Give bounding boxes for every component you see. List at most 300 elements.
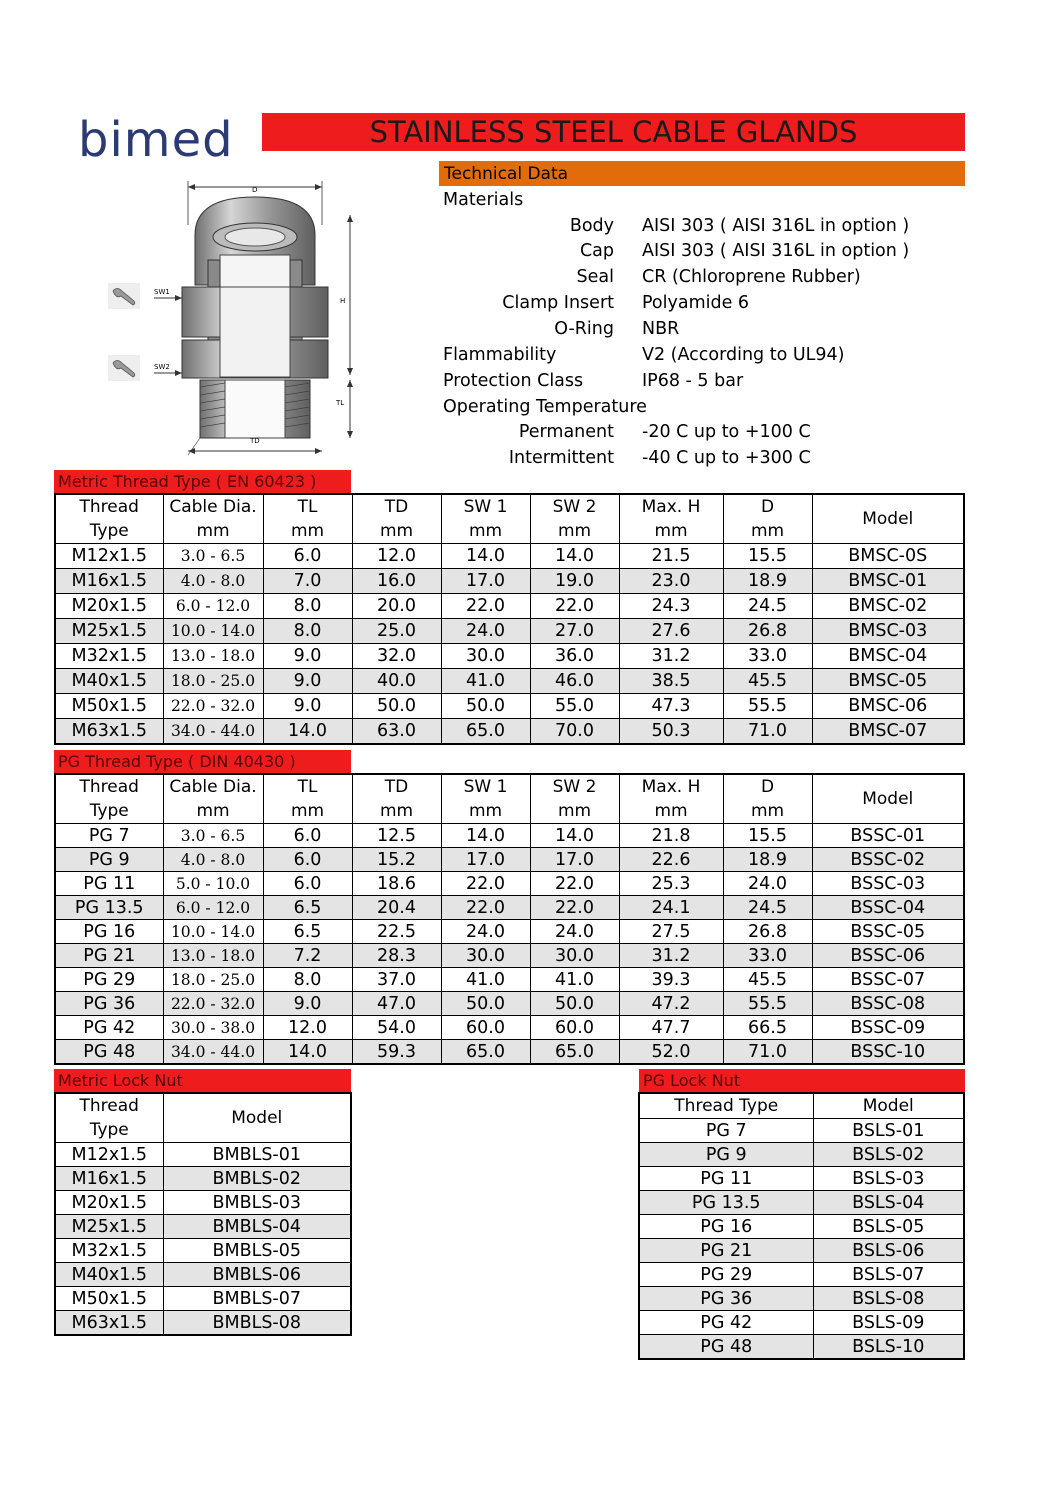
- column-header: [812, 494, 964, 544]
- tech-value: AISI 303 ( AISI 316L in option ): [642, 216, 910, 236]
- table-cell: PG 36: [639, 1287, 813, 1311]
- table-row: [55, 1239, 351, 1263]
- brand-logo: bimed: [78, 112, 234, 168]
- metric-thread-table: [54, 493, 965, 745]
- table-row: [639, 1191, 964, 1215]
- table-cell: 63.0: [352, 719, 441, 745]
- column-header-line: Type: [89, 521, 129, 541]
- table-cell: 12.5: [352, 824, 441, 848]
- column-header: [723, 774, 812, 824]
- table-cell: 13.0 - 18.0: [163, 944, 263, 968]
- table-cell: 55.5: [723, 992, 812, 1016]
- table-row: [639, 1143, 964, 1167]
- table-cell: 22.0: [530, 896, 619, 920]
- table-cell: BMSC-04: [812, 644, 964, 669]
- tech-label: Intermittent: [508, 448, 614, 468]
- table-row: [639, 1335, 964, 1360]
- table-cell: BSLS-08: [813, 1287, 964, 1311]
- table-cell: 34.0 - 44.0: [163, 719, 263, 745]
- table-cell: 14.0: [441, 544, 530, 569]
- table-cell: 3.0 - 6.5: [163, 824, 263, 848]
- table-cell: 18.9: [723, 848, 812, 872]
- table-cell: 14.0: [530, 544, 619, 569]
- dim-label-sw2: SW2: [154, 363, 170, 371]
- table-cell: BSLS-10: [813, 1335, 964, 1360]
- table-cell: 18.6: [352, 872, 441, 896]
- table-cell: 30.0: [441, 644, 530, 669]
- table-cell: BSSC-02: [812, 848, 964, 872]
- table-header-row: [55, 774, 964, 824]
- tech-label: Operating Temperature: [443, 397, 647, 417]
- table-cell: M25x1.5: [55, 1215, 163, 1239]
- table-cell: 22.0: [441, 594, 530, 619]
- table-cell: 15.2: [352, 848, 441, 872]
- table-cell: 22.6: [619, 848, 723, 872]
- column-header-line: mm: [654, 801, 688, 821]
- table-row: [55, 968, 964, 992]
- table-cell: PG 48: [639, 1335, 813, 1360]
- table-cell: 32.0: [352, 644, 441, 669]
- table-cell: 16.0: [352, 569, 441, 594]
- table-cell: BMBLS-03: [163, 1191, 351, 1215]
- column-header-line: mm: [196, 801, 230, 821]
- table-cell: 60.0: [530, 1016, 619, 1040]
- column-header: [723, 494, 812, 544]
- table-cell: 23.0: [619, 569, 723, 594]
- table-cell: BMBLS-04: [163, 1215, 351, 1239]
- column-header-line: D: [760, 497, 775, 517]
- table-cell: PG 29: [55, 968, 163, 992]
- table-cell: BSSC-04: [812, 896, 964, 920]
- table-cell: 22.5: [352, 920, 441, 944]
- table-cell: 6.0: [263, 824, 352, 848]
- table-cell: 38.5: [619, 669, 723, 694]
- table-cell: 30.0: [530, 944, 619, 968]
- table-cell: BSLS-03: [813, 1167, 964, 1191]
- metric-lock-nut-table: [54, 1092, 352, 1336]
- table-cell: 66.5: [723, 1016, 812, 1040]
- table-cell: 47.3: [619, 694, 723, 719]
- metric-lock-nut-header: Metric Lock Nut: [54, 1069, 351, 1092]
- table-cell: 24.5: [723, 896, 812, 920]
- table-cell: 24.5: [723, 594, 812, 619]
- table-cell: 55.5: [723, 694, 812, 719]
- column-header-line: Model: [862, 509, 914, 529]
- column-header-line: TD: [384, 777, 409, 797]
- table-cell: PG 21: [55, 944, 163, 968]
- table-cell: 39.3: [619, 968, 723, 992]
- table-cell: PG 21: [639, 1239, 813, 1263]
- table-cell: 15.5: [723, 544, 812, 569]
- table-cell: 21.5: [619, 544, 723, 569]
- table-cell: 20.0: [352, 594, 441, 619]
- table-row: [55, 920, 964, 944]
- table-cell: 25.0: [352, 619, 441, 644]
- column-header: [263, 774, 352, 824]
- table-cell: PG 13.5: [55, 896, 163, 920]
- column-header-line: mm: [654, 521, 688, 541]
- table-cell: BMSC-03: [812, 619, 964, 644]
- table-row: [55, 1215, 351, 1239]
- dim-label-d: D: [252, 186, 258, 194]
- pg-thread-header: PG Thread Type ( DIN 40430 ): [54, 750, 351, 773]
- table-cell: BMSC-02: [812, 594, 964, 619]
- table-cell: 30.0 - 38.0: [163, 1016, 263, 1040]
- table-row: [639, 1311, 964, 1335]
- column-header-line: mm: [557, 521, 592, 541]
- table-cell: M40x1.5: [55, 669, 163, 694]
- dim-label-sw1: SW1: [154, 288, 170, 296]
- table-row: [55, 992, 964, 1016]
- table-cell: 9.0: [263, 669, 352, 694]
- table-row: [55, 1167, 351, 1191]
- table-cell: 47.7: [619, 1016, 723, 1040]
- column-header-line: mm: [468, 521, 503, 541]
- table-cell: 52.0: [619, 1040, 723, 1065]
- table-cell: 7.0: [263, 569, 352, 594]
- table-row: [55, 569, 964, 594]
- wrench-icon: [108, 355, 140, 381]
- table-cell: 14.0: [441, 824, 530, 848]
- table-cell: 47.2: [619, 992, 723, 1016]
- table-cell: M32x1.5: [55, 644, 163, 669]
- table-cell: BSLS-04: [813, 1191, 964, 1215]
- table-cell: 45.5: [723, 968, 812, 992]
- tech-value: NBR: [642, 319, 680, 339]
- table-cell: BMBLS-07: [163, 1287, 351, 1311]
- column-header-line: Thread: [79, 497, 139, 517]
- tech-label: Clamp Insert: [502, 293, 614, 313]
- table-cell: 18.0 - 25.0: [163, 968, 263, 992]
- pg-lock-nut-table: [638, 1092, 965, 1360]
- tech-label: Seal: [576, 267, 614, 287]
- table-cell: 31.2: [619, 944, 723, 968]
- table-cell: 25.3: [619, 872, 723, 896]
- table-cell: 46.0: [530, 669, 619, 694]
- column-header-line: Max. H: [641, 777, 701, 797]
- table-row: [639, 1239, 964, 1263]
- table-cell: BSSC-07: [812, 968, 964, 992]
- table-cell: M63x1.5: [55, 1311, 163, 1336]
- table-cell: BMSC-05: [812, 669, 964, 694]
- table-cell: 9.0: [263, 992, 352, 1016]
- table-cell: 34.0 - 44.0: [163, 1040, 263, 1065]
- table-cell: PG 9: [639, 1143, 813, 1167]
- column-header-line: mm: [290, 521, 325, 541]
- technical-data-header: Technical Data: [439, 161, 965, 186]
- table-cell: 17.0: [441, 848, 530, 872]
- table-row: [55, 544, 964, 569]
- materials-label: Materials: [443, 190, 524, 210]
- table-cell: 13.0 - 18.0: [163, 644, 263, 669]
- tech-label: Flammability: [443, 345, 557, 365]
- column-header-line: Model: [862, 789, 914, 809]
- table-cell: PG 42: [639, 1311, 813, 1335]
- table-cell: 9.0: [263, 694, 352, 719]
- table-cell: BSSC-01: [812, 824, 964, 848]
- table-cell: 26.8: [723, 920, 812, 944]
- table-cell: PG 48: [55, 1040, 163, 1065]
- column-header: [813, 1093, 964, 1119]
- table-cell: M63x1.5: [55, 719, 163, 745]
- table-cell: M16x1.5: [55, 569, 163, 594]
- column-header-line: mm: [468, 801, 503, 821]
- table-cell: 24.0: [441, 920, 530, 944]
- column-header: [812, 774, 964, 824]
- table-row: [55, 1016, 964, 1040]
- table-cell: 30.0: [441, 944, 530, 968]
- table-cell: 59.3: [352, 1040, 441, 1065]
- table-cell: 18.0 - 25.0: [163, 669, 263, 694]
- table-row: [55, 1191, 351, 1215]
- column-header-line: TL: [297, 497, 318, 517]
- column-header-line: TD: [384, 497, 409, 517]
- table-cell: M20x1.5: [55, 1191, 163, 1215]
- table-cell: 7.2: [263, 944, 352, 968]
- table-cell: BSLS-05: [813, 1215, 964, 1239]
- page-title: STAINLESS STEEL CABLE GLANDS: [262, 113, 965, 151]
- table-row: [639, 1287, 964, 1311]
- table-cell: 17.0: [441, 569, 530, 594]
- table-cell: BSLS-02: [813, 1143, 964, 1167]
- table-cell: 18.9: [723, 569, 812, 594]
- table-cell: 17.0: [530, 848, 619, 872]
- table-cell: M40x1.5: [55, 1263, 163, 1287]
- table-cell: 54.0: [352, 1016, 441, 1040]
- column-header: [352, 494, 441, 544]
- table-cell: 19.0: [530, 569, 619, 594]
- table-cell: 37.0: [352, 968, 441, 992]
- dim-label-td: TD: [250, 437, 260, 445]
- table-cell: 71.0: [723, 719, 812, 745]
- column-header: [55, 1093, 163, 1143]
- column-header-line: mm: [750, 521, 785, 541]
- column-header-line: SW 2: [552, 777, 597, 797]
- column-header: [441, 494, 530, 544]
- table-row: [55, 594, 964, 619]
- table-cell: 41.0: [441, 669, 530, 694]
- table-cell: 9.0: [263, 644, 352, 669]
- table-row: [55, 719, 964, 745]
- column-header-line: Thread: [79, 1096, 139, 1116]
- table-cell: PG 11: [55, 872, 163, 896]
- column-header-line: SW 1: [463, 497, 508, 517]
- table-cell: 41.0: [530, 968, 619, 992]
- table-cell: 24.1: [619, 896, 723, 920]
- table-cell: 50.0: [441, 694, 530, 719]
- table-cell: PG 16: [55, 920, 163, 944]
- table-cell: PG 36: [55, 992, 163, 1016]
- tech-label: Protection Class: [443, 371, 584, 391]
- table-cell: 50.0: [352, 694, 441, 719]
- tech-value: V2 (According to UL94): [642, 345, 845, 365]
- table-cell: M16x1.5: [55, 1167, 163, 1191]
- table-cell: BMBLS-01: [163, 1143, 351, 1167]
- table-header-row: [55, 494, 964, 544]
- table-cell: BSSC-03: [812, 872, 964, 896]
- table-cell: 71.0: [723, 1040, 812, 1065]
- table-cell: M20x1.5: [55, 594, 163, 619]
- table-cell: PG 7: [55, 824, 163, 848]
- table-row: [639, 1215, 964, 1239]
- table-header-row: [55, 1093, 351, 1143]
- table-cell: 22.0 - 32.0: [163, 992, 263, 1016]
- tech-value: -20 C up to +100 C: [642, 422, 811, 442]
- table-cell: M50x1.5: [55, 1287, 163, 1311]
- table-cell: 22.0: [530, 872, 619, 896]
- column-header-line: D: [760, 777, 775, 797]
- table-row: [639, 1167, 964, 1191]
- table-cell: 24.0: [723, 872, 812, 896]
- column-header-line: mm: [750, 801, 785, 821]
- column-header: [639, 1093, 813, 1119]
- table-cell: BMBLS-06: [163, 1263, 351, 1287]
- column-header: [619, 494, 723, 544]
- column-header-line: mm: [290, 801, 325, 821]
- table-cell: BSSC-09: [812, 1016, 964, 1040]
- tech-value: Polyamide 6: [642, 293, 750, 313]
- table-row: [55, 619, 964, 644]
- table-cell: 14.0: [263, 1040, 352, 1065]
- table-cell: 65.0: [530, 1040, 619, 1065]
- table-cell: 6.5: [263, 920, 352, 944]
- table-cell: BSSC-10: [812, 1040, 964, 1065]
- column-header: [530, 774, 619, 824]
- column-header-line: SW 2: [552, 497, 597, 517]
- table-cell: BMSC-07: [812, 719, 964, 745]
- table-cell: 6.0: [263, 848, 352, 872]
- table-cell: M12x1.5: [55, 1143, 163, 1167]
- table-header-row: [639, 1093, 964, 1119]
- tech-label: Cap: [579, 241, 614, 261]
- column-header: [619, 774, 723, 824]
- table-cell: 22.0: [530, 594, 619, 619]
- table-cell: 28.3: [352, 944, 441, 968]
- table-cell: BMSC-0S: [812, 544, 964, 569]
- table-row: [639, 1119, 964, 1143]
- table-row: [55, 644, 964, 669]
- table-cell: BMBLS-02: [163, 1167, 351, 1191]
- table-cell: 70.0: [530, 719, 619, 745]
- table-cell: 33.0: [723, 644, 812, 669]
- column-header: [530, 494, 619, 544]
- table-cell: 14.0: [263, 719, 352, 745]
- table-row: [55, 848, 964, 872]
- tech-label: Body: [569, 216, 614, 236]
- wrench-icon: [108, 283, 140, 309]
- metric-thread-header: Metric Thread Type ( EN 60423 ): [54, 470, 351, 493]
- table-cell: 6.5: [263, 896, 352, 920]
- table-row: [639, 1263, 964, 1287]
- column-header-line: Thread Type: [674, 1096, 779, 1116]
- table-cell: BMSC-01: [812, 569, 964, 594]
- tech-value: -40 C up to +300 C: [642, 448, 811, 468]
- table-cell: 8.0: [263, 594, 352, 619]
- table-cell: 22.0 - 32.0: [163, 694, 263, 719]
- column-header-line: Cable Dia.: [169, 497, 257, 517]
- table-cell: PG 42: [55, 1016, 163, 1040]
- table-cell: 24.0: [530, 920, 619, 944]
- table-cell: 4.0 - 8.0: [163, 569, 263, 594]
- tech-label: O-Ring: [554, 319, 614, 339]
- table-cell: 50.3: [619, 719, 723, 745]
- table-row: [55, 944, 964, 968]
- table-cell: 55.0: [530, 694, 619, 719]
- column-header-line: mm: [196, 521, 230, 541]
- table-cell: 47.0: [352, 992, 441, 1016]
- table-row: [55, 1287, 351, 1311]
- column-header-line: Cable Dia.: [169, 777, 257, 797]
- table-cell: M12x1.5: [55, 544, 163, 569]
- pg-thread-table: [54, 773, 965, 1065]
- table-cell: 24.0: [441, 619, 530, 644]
- table-cell: 41.0: [441, 968, 530, 992]
- table-cell: 22.0: [441, 872, 530, 896]
- table-cell: 8.0: [263, 619, 352, 644]
- table-cell: 31.2: [619, 644, 723, 669]
- table-cell: BSLS-06: [813, 1239, 964, 1263]
- column-header-line: mm: [379, 801, 414, 821]
- table-cell: 22.0: [441, 896, 530, 920]
- table-cell: 27.0: [530, 619, 619, 644]
- table-cell: M32x1.5: [55, 1239, 163, 1263]
- column-header-line: SW 1: [463, 777, 508, 797]
- table-row: [55, 1263, 351, 1287]
- tech-label: Permanent: [518, 422, 614, 442]
- tech-value: CR (Chloroprene Rubber): [642, 267, 861, 287]
- table-cell: BMBLS-08: [163, 1311, 351, 1336]
- tech-value: IP68 - 5 bar: [642, 371, 744, 391]
- table-cell: 21.8: [619, 824, 723, 848]
- table-cell: 12.0: [352, 544, 441, 569]
- table-cell: 15.5: [723, 824, 812, 848]
- table-cell: PG 7: [639, 1119, 813, 1143]
- table-cell: BSSC-08: [812, 992, 964, 1016]
- table-cell: 24.3: [619, 594, 723, 619]
- column-header: [55, 494, 163, 544]
- table-cell: M50x1.5: [55, 694, 163, 719]
- column-header-line: Type: [89, 1120, 129, 1140]
- table-cell: PG 9: [55, 848, 163, 872]
- table-cell: BSSC-05: [812, 920, 964, 944]
- table-cell: BSSC-06: [812, 944, 964, 968]
- table-cell: PG 29: [639, 1263, 813, 1287]
- table-cell: BMSC-06: [812, 694, 964, 719]
- column-header-line: mm: [557, 801, 592, 821]
- table-cell: BSLS-07: [813, 1263, 964, 1287]
- pg-lock-nut-header: PG Lock Nut: [639, 1069, 965, 1092]
- table-cell: 27.5: [619, 920, 723, 944]
- table-cell: 36.0: [530, 644, 619, 669]
- table-cell: 4.0 - 8.0: [163, 848, 263, 872]
- table-cell: 6.0 - 12.0: [163, 896, 263, 920]
- table-row: [55, 669, 964, 694]
- table-cell: 65.0: [441, 719, 530, 745]
- cable-gland-diagram: [100, 175, 362, 460]
- table-cell: 60.0: [441, 1016, 530, 1040]
- table-cell: 33.0: [723, 944, 812, 968]
- table-cell: 12.0: [263, 1016, 352, 1040]
- column-header: [263, 494, 352, 544]
- table-cell: 14.0: [530, 824, 619, 848]
- dim-label-h: H: [340, 297, 346, 305]
- table-row: [55, 896, 964, 920]
- table-cell: 65.0: [441, 1040, 530, 1065]
- table-cell: 3.0 - 6.5: [163, 544, 263, 569]
- table-cell: 5.0 - 10.0: [163, 872, 263, 896]
- column-header: [163, 1093, 351, 1143]
- tech-value: AISI 303 ( AISI 316L in option ): [642, 241, 910, 261]
